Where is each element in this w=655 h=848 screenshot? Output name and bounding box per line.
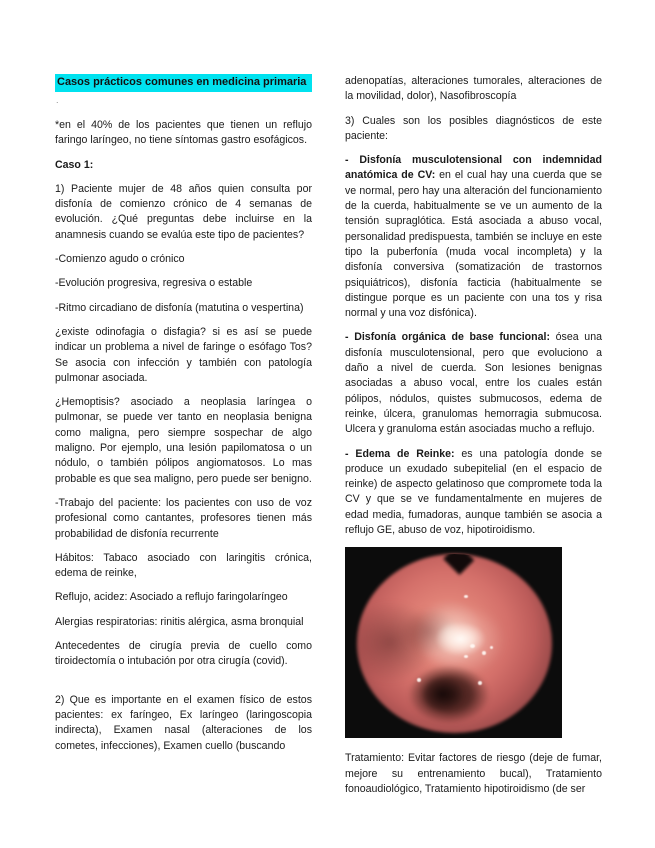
paragraph <box>55 496 312 542</box>
paragraph-text: *en el 40% de los pacientes que tienen un reflujo faringo laríngeo, no tiene síntomas gastro esofágicos. <box>55 119 312 147</box>
light-glare-highlight <box>435 622 486 656</box>
paragraph <box>345 74 602 105</box>
paragraph-text: ósea una disfonía musculotensional, pero que evoluciono a daño a nivel de cuerda. Son lesiones benignas asociadas a abuso vocal, entre los cuales están pólipos, nódulos, quistes submucosos, edema de reinke, úlcera, granulomas hemorragia submucosa. Ulcera y granuloma están asociadas mucho a reflujo. <box>345 331 602 436</box>
paragraph <box>55 301 312 316</box>
left-column <box>55 74 312 754</box>
paragraph-text: ¿Hemoptisis? asociado a neoplasia laríngea o pulmonar, se puede ver tanto en neoplasia benigna como maligna, pero siempre sospechar de algo maligno. Por ejemplo, una lesión papilomatosa o un nódulo, o también pólipos angiomatosos. Lo mas probable es que sea maligno, pero puede ser benigno. <box>55 396 312 485</box>
specular-speck <box>464 595 468 598</box>
specular-speck <box>464 655 468 658</box>
paragraph-text: en el cual hay una cuerda que se ve normal, pero hay una alteración del funcionamiento de la cuerda, habitualmente se ve un aumento de la tensión supraglótica. Está asociada a abuso vocal, personalidad predispuesta, también se incluye en este tipo la puberfonía (muda vocal incompleta) y la disfonía conversiva (somatización de trastornos psiquiátricos), disfonía facticia (habitualmente se distingue porque es un paciente con una tos y risa normal y una voz disfónica). <box>345 169 602 320</box>
paragraph-text: ¿existe odinofagia o disfagia? si es así se puede indicar un problema a nivel de faringe o esófago Tos? Se asocia con infección y también con patología pulmonar asociada. <box>55 325 312 384</box>
top-notch-shadow <box>443 554 475 575</box>
paragraph-text: adenopatías, alteraciones tumorales, alteraciones de la movilidad, dolor), Nasofibroscopía <box>345 75 602 103</box>
right-column <box>345 74 602 797</box>
specular-speck <box>490 646 493 649</box>
paragraph <box>55 615 312 630</box>
paragraph <box>345 153 602 321</box>
paragraph <box>55 158 312 173</box>
endoscope-view-overlay <box>357 554 552 733</box>
paragraph-text: Alergias respiratorias: rinitis alérgica, asma bronquial <box>55 615 304 628</box>
paragraph <box>55 325 312 386</box>
paragraph-text: Tratamiento: Evitar factores de riesgo (deje de fumar, mejore su entrenamiento bucal), Tratamiento fonoaudiológico, Tratamiento hipotiroidismo (de ser <box>345 752 602 795</box>
airway-dark-opening <box>421 676 464 712</box>
document-title: Casos prácticos comunes en medicina primaria <box>55 74 312 92</box>
paragraph <box>345 447 602 539</box>
paragraph-text: 3) Cuales son los posibles diagnósticos de este paciente: <box>345 114 602 142</box>
paragraph <box>55 118 312 149</box>
paragraph-text: 2) Que es importante en el examen físico de estos pacientes: ex faríngeo, Ex laríngeo (laringoscopia indirecta), Examen nasal (alteraciones de los cometes, infecciones), Examen cuello (buscando <box>55 693 312 752</box>
paragraph-text: Antecedentes de cirugía previa de cuello como tiroidectomía o intubación por otra cirugía (covid). <box>55 640 312 668</box>
paragraph-text: -Evolución progresiva, regresiva o estable <box>55 277 253 290</box>
paragraph-text: -Comienzo agudo o crónico <box>55 253 185 266</box>
paragraph-text: -Ritmo circadiano de disfonía (matutina o vespertina) <box>55 301 304 314</box>
paragraph <box>345 114 602 145</box>
paragraph <box>55 276 312 291</box>
paragraph-text: -Trabajo del paciente: los pacientes con uso de voz profesional como cantantes, profesores tienen más probabilidad de disfonía recurrente <box>55 496 312 540</box>
specular-speck <box>470 644 475 648</box>
paragraph-lead: - Edema de Reinke: <box>345 447 455 460</box>
paragraph-text: Reflujo, acidez: Asociado a reflujo faringolaríngeo <box>55 591 288 604</box>
paragraph-lead: - Disfonía musculotensional con indemnidad anatómica de CV: <box>345 154 602 182</box>
paragraph <box>55 252 312 267</box>
paragraph-lead: - Disfonía orgánica de base funcional: <box>345 331 550 344</box>
stray-mark: . <box>56 95 59 105</box>
paragraph <box>55 395 312 487</box>
figure <box>345 547 602 738</box>
paragraph <box>55 551 312 582</box>
paragraph <box>55 182 312 243</box>
paragraph <box>345 330 602 437</box>
paragraph-text: Hábitos: Tabaco asociado con laringitis crónica, edema de reinke, <box>55 551 312 580</box>
paragraph-text: es una patología donde se produce un exudado subepitelial (en el espacio de reinke) de aspecto gelatinoso que compromete toda la CV y que se ve fundamentalmente en mujeres de edad media, fumadoras, aunque también se asocia a reflujo GE, abuso de voz, hipotiroidismo. <box>345 447 602 537</box>
specular-speck <box>482 651 486 655</box>
paragraph <box>55 639 312 670</box>
paragraph <box>345 751 602 797</box>
laryngoscopy-image <box>345 547 562 738</box>
paragraph <box>55 590 312 605</box>
paragraph-text: 1) Paciente mujer de 48 años quien consulta por disfonía de comienzo crónico de 4 semanas de evolución. ¿Qué preguntas debe incluirse en la anamnesis cuando se evalúa este tipo de pacientes? <box>55 182 312 241</box>
paragraph <box>55 693 312 754</box>
paragraph-lead: Caso 1: <box>55 158 94 171</box>
